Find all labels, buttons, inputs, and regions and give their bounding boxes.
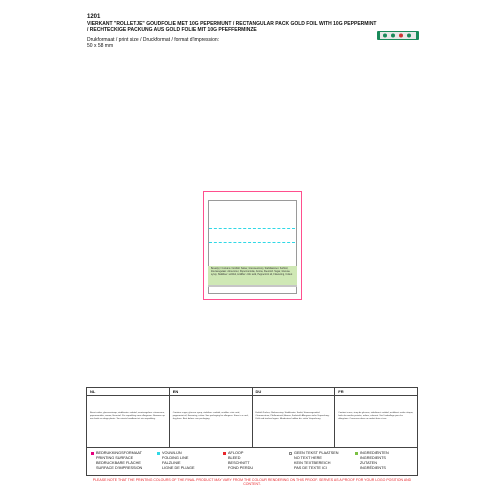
- legend-label: GEEN TEKST PLAATSEN: [294, 451, 339, 455]
- column-text: Contains sugar, glucose syrup, stabiliser: sorbitol, acidifier: citric acid, peppermint oil, flavouring, colour. See packaging for allergens. Store in a cool, dry place. Best before: see packaging.: [172, 412, 249, 420]
- swatch-icon: [157, 452, 160, 455]
- fold-line: [209, 242, 295, 243]
- legend-label: KEIN TEXTBEREICH: [294, 461, 331, 465]
- ingredients-zone: [208, 266, 297, 285]
- column-language: NL: [87, 388, 169, 396]
- legend-label: BLEED: [228, 456, 241, 460]
- legend-label: FOND PERDU: [228, 466, 254, 470]
- no-text-band: [208, 285, 297, 287]
- proof-disclaimer: PLEASE NOTE THAT THE PRINTING COLOURS OF THE FINAL PRODUCT MAY VARY FROM THE COLOUR RENDERING ON THIS PROOF. SERVES AS A PROOF FOR YOUR LOGO POSITION AND CONTENT.: [92, 478, 412, 487]
- info-column-en: [170, 388, 253, 447]
- info-column-du: [253, 388, 336, 447]
- color-legend: [86, 448, 418, 476]
- legend-bleed: [219, 448, 285, 475]
- column-language: FR: [335, 388, 417, 396]
- legend-folding-line: [153, 448, 219, 475]
- column-text: Contient sucre, sirop de glucose, stabilisant: sorbitol, acidifiant: acide citrique, huile de menthe poivrée, arôme, colorant. Voir l'emballage pour les allergènes. Conserver dans un endroit frais et sec.: [338, 412, 414, 420]
- column-text: Bevat suiker, glucosestroop, stabilisator: sorbitol, zuurteregelaar: citroenzuur, pepermuntolie, aroma, kleurstof. Zie verpakking voor allergenen. Bewaren op een koele en droge plaats. Ten minste houdbaar tot: zie verpakking.: [90, 412, 165, 420]
- info-column-nl: [87, 388, 170, 447]
- legend-label: INGRÉDIENTS: [360, 466, 386, 470]
- swatch-icon: [289, 452, 292, 455]
- legend-ingredients: [351, 448, 417, 475]
- legend-printing-surface: [87, 448, 153, 475]
- legend-label: PRINTING SURFACE: [96, 456, 134, 460]
- legend-label: INGREDIËNTEN: [360, 451, 389, 455]
- swatch-icon: [91, 452, 94, 455]
- mint-roll-pack-icon: [376, 28, 420, 42]
- language-info-table: [86, 387, 418, 448]
- info-column-fr: [335, 388, 417, 447]
- legend-label: PAS DE TEXTE ICI: [294, 466, 327, 470]
- header: [87, 14, 377, 49]
- fold-line: [209, 228, 295, 229]
- format-value: 50 x 58 mm: [87, 43, 114, 49]
- product-title: VIERKANT "ROLLETJE" GOUDFOLIE MET 10G PEPERMUNT / RECTANGULAR PACK GOLD FOIL WITH 10G PEPPERMINT / RECHTECKIGE PACKUNG AUS GOLD FOLIE MIT 10G PFEFFERMINZE: [87, 21, 377, 33]
- column-language: DU: [253, 388, 335, 396]
- column-text: Enthält Zucker, Glukosesirup, Stabilisator: Sorbit, Säuerungsmittel: Citronensäure, Pfefferminzöl, Aroma, Farbstoff. Allergene siehe Verpackung. Kühl und trocken lagern. Mindestens haltbar bis: siehe Verpackung.: [255, 412, 330, 420]
- legend-label: ZUTATEN: [360, 461, 377, 465]
- swatch-icon: [223, 452, 226, 455]
- legend-label: LIGNE DE PLIAGE: [162, 466, 195, 470]
- legend-label: NO TEXT HERE: [294, 456, 322, 460]
- swatch-icon: [355, 452, 358, 455]
- ingredients-text: Bevat(s) / Contains / Enthält: Suiker, Glucosestroop, Stabilisatoren: Sorbitol, Zuurteregelaar: citroenzuur, Pepermuntolie, Aroma, Kleurstof. Sugar, Glucose syrup, Stabiliser: sorbitol, Acidifier: citric acid, Peppermint oil, Flavouring, Colour.: [211, 268, 293, 276]
- legend-label: BESCHNITT: [228, 461, 250, 465]
- legend-label: VOUWLIJN: [162, 451, 182, 455]
- legend-label: AFLOOP: [228, 451, 244, 455]
- legend-label: SURFACE D'IMPRESSION: [96, 466, 143, 470]
- legend-no-text: [285, 448, 351, 475]
- format-label: Drukformaat / print size / Druckformat / format d'impression:: [87, 37, 220, 43]
- product-code: 1201: [87, 14, 101, 20]
- legend-label: FALZLINIE: [162, 461, 181, 465]
- column-language: EN: [170, 388, 252, 396]
- legend-label: INGREDIENTS: [360, 456, 386, 460]
- legend-label: BEDRUCKBARE FLÄCHE: [96, 461, 141, 465]
- legend-label: BEDRUKKINGSFORMAAT: [96, 451, 142, 455]
- legend-label: FOLDING LINE: [162, 456, 189, 460]
